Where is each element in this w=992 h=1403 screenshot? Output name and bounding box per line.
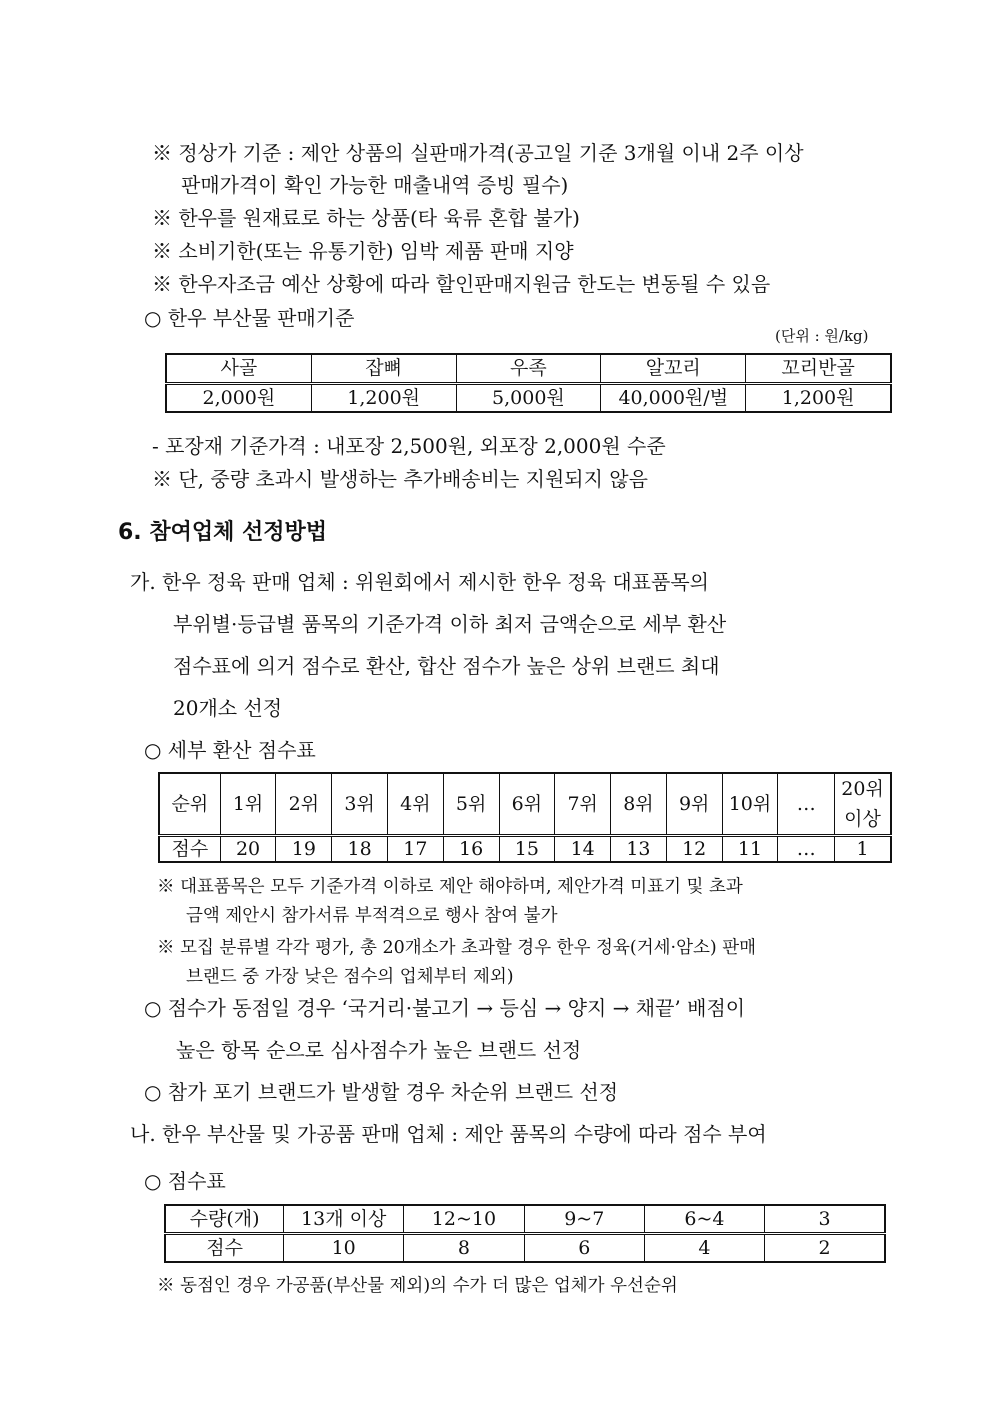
rank-cell: 2위 [276,773,332,836]
score-cell: 17 [387,836,443,862]
byproduct-header: 꼬리반골 [746,354,891,383]
qty-header: 6~4 [644,1205,764,1233]
note-budget: ※ 한우자조금 예산 상황에 따라 할인판매지원금 한도는 변동될 수 있음 [152,272,771,296]
qty-label: 수량(개) [165,1205,284,1233]
rank-cell: 7위 [555,773,611,836]
qty-score: 6 [524,1233,644,1262]
rank-cell: 1위 [220,773,276,836]
score-cell: … [778,836,835,862]
byproduct-value: 40,000원/벌 [601,383,746,412]
qty-heading: ○ 점수표 [144,1169,226,1193]
tie-rule-line-1: ○ 점수가 동점일 경우 ‘국거리·불고기 → 등심 → 양지 → 채끝’ 배점이 [144,996,746,1020]
shipping-note: ※ 단, 중량 초과시 발생하는 추가배송비는 지원되지 않음 [152,467,648,491]
byproduct-value: 5,000원 [456,383,601,412]
unit-label: (단위 : 원/kg) [775,327,869,345]
byproduct-header: 알꼬리 [601,354,746,383]
byproduct-table [165,353,892,413]
rep-item-note: ※ 대표품목은 모두 기준가격 이하로 제안 해야하며, 제안가격 미표기 및 초과 [157,877,743,897]
na-line: 나. 한우 부산물 및 가공품 판매 업체 : 제안 품목의 수량에 따라 점수 부여 [130,1122,767,1146]
rank-cell-last [835,773,891,836]
rank-last-line-2: 이상 [844,808,881,830]
qty-score: 10 [284,1233,404,1262]
rank-cell: … [778,773,835,836]
tie-rule-line-2: 높은 항목 순으로 심사점수가 높은 브랜드 선정 [176,1038,582,1062]
score-cell: 16 [443,836,499,862]
package-note: - 포장재 기준가격 : 내포장 2,500원, 외포장 2,000원 수준 [152,434,666,458]
score-cell: 13 [611,836,667,862]
qty-score-label: 점수 [165,1233,284,1262]
qty-header: 13개 이상 [284,1205,404,1233]
score-cell: 14 [555,836,611,862]
note-normal-price-cont: 판매가격이 확인 가능한 매출내역 증빙 필수) [181,173,569,197]
byproduct-value: 2,000원 [166,383,311,412]
rank-score-table [158,772,892,863]
qty-score: 8 [404,1233,524,1262]
giveup-rule: ○ 참가 포기 브랜드가 발생할 경우 차순위 브랜드 선정 [144,1080,619,1104]
rank-last-line-1: 20위 [841,778,884,800]
rank-cell: 9위 [666,773,722,836]
qty-header: 12~10 [404,1205,524,1233]
rank-cell: 3위 [332,773,388,836]
rank-cell: 4위 [387,773,443,836]
score-cell: 19 [276,836,332,862]
tie-priority-note: ※ 동점인 경우 가공품(부산물 제외)의 수가 더 많은 업체가 우선순위 [157,1276,678,1296]
score-label: 점수 [159,836,220,862]
byproduct-header: 사골 [166,354,311,383]
qty-score: 2 [765,1233,885,1262]
qty-header: 3 [765,1205,885,1233]
byproduct-heading: ○ 한우 부산물 판매기준 [144,306,355,330]
rank-label: 순위 [159,773,220,836]
recruit-note-cont: 브랜드 중 가장 낮은 점수의 업체부터 제외) [186,967,514,987]
score-cell: 11 [722,836,778,862]
ga-line-1: 가. 한우 정육 판매 업체 : 위원회에서 제시한 한우 정육 대표품목의 [130,570,709,594]
rank-cell: 6위 [499,773,555,836]
qty-score: 4 [644,1233,764,1262]
byproduct-value: 1,200원 [311,383,456,412]
score-heading: ○ 세부 환산 점수표 [144,738,316,762]
ga-line-2: 부위별·등급별 품목의 기준가격 이하 최저 금액순으로 세부 환산 [173,612,727,636]
recruit-note: ※ 모집 분류별 각각 평가, 총 20개소가 초과할 경우 한우 정육(거세·암소) 판매 [157,938,757,958]
qty-score-table [164,1204,886,1263]
rank-cell: 8위 [611,773,667,836]
score-cell: 15 [499,836,555,862]
byproduct-header: 우족 [456,354,601,383]
ga-line-4: 20개소 선정 [173,696,283,720]
byproduct-value: 1,200원 [746,383,891,412]
rank-cell: 5위 [443,773,499,836]
qty-header: 9~7 [524,1205,644,1233]
score-cell: 18 [332,836,388,862]
note-raw-material: ※ 한우를 원재료로 하는 상품(타 육류 혼합 불가) [152,206,580,230]
section-title: 6. 참여업체 선정방법 [118,520,327,545]
rep-item-note-cont: 금액 제안시 참가서류 부적격으로 행사 참여 불가 [186,906,558,926]
score-cell: 1 [835,836,891,862]
note-normal-price: ※ 정상가 기준 : 제안 상품의 실판매가격(공고일 기준 3개월 이내 2주 이상 [152,141,804,165]
note-expiry: ※ 소비기한(또는 유통기한) 임박 제품 판매 지양 [152,239,574,263]
byproduct-header: 잡뼈 [311,354,456,383]
score-cell: 20 [220,836,276,862]
ga-line-3: 점수표에 의거 점수로 환산, 합산 점수가 높은 상위 브랜드 최대 [173,654,720,678]
score-cell: 12 [666,836,722,862]
rank-cell: 10위 [722,773,778,836]
